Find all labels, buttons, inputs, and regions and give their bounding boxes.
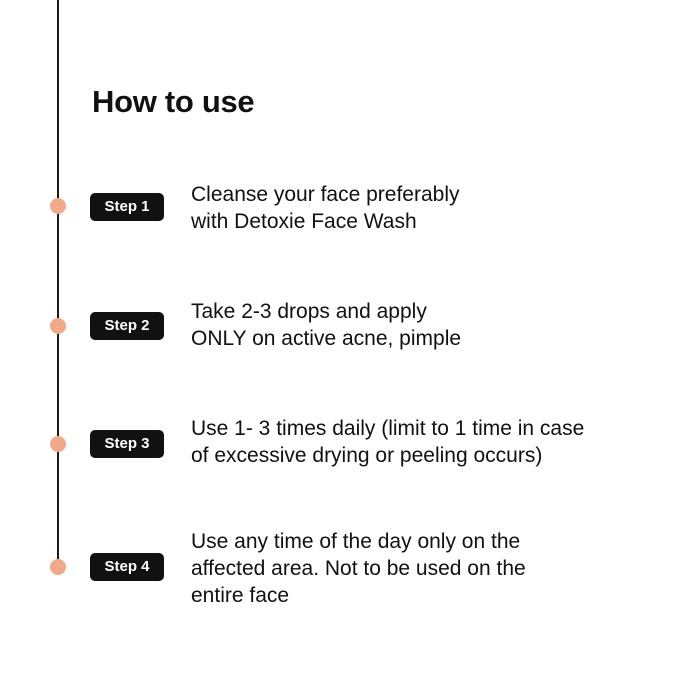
step-description	[191, 298, 661, 352]
step-description-line: Use 1- 3 times daily (limit to 1 time in case	[191, 417, 585, 440]
timeline-dot	[50, 559, 66, 575]
step-badge: Step 1	[90, 193, 164, 221]
page-title: How to use	[92, 84, 255, 119]
step-description-line: ONLY on active acne, pimple	[191, 327, 462, 350]
step-description-line: Use any time of the day only on the	[191, 530, 521, 553]
step-description	[191, 181, 661, 235]
step-description-line: Cleanse your face preferably	[191, 183, 460, 206]
step-description-line: entire face	[191, 584, 290, 607]
timeline-dot	[50, 198, 66, 214]
step-badge: Step 2	[90, 312, 164, 340]
timeline-dot	[50, 436, 66, 452]
step-badge: Step 3	[90, 430, 164, 458]
step-badge: Step 4	[90, 553, 164, 581]
step-description	[191, 528, 661, 609]
timeline-dot	[50, 318, 66, 334]
step-description-line: with Detoxie Face Wash	[191, 210, 417, 233]
timeline-line	[57, 0, 59, 572]
step-description-line: affected area. Not to be used on the	[191, 557, 526, 580]
step-description-line: of excessive drying or peeling occurs)	[191, 444, 543, 467]
step-description-line: Take 2-3 drops and apply	[191, 300, 427, 323]
step-description	[191, 415, 661, 469]
